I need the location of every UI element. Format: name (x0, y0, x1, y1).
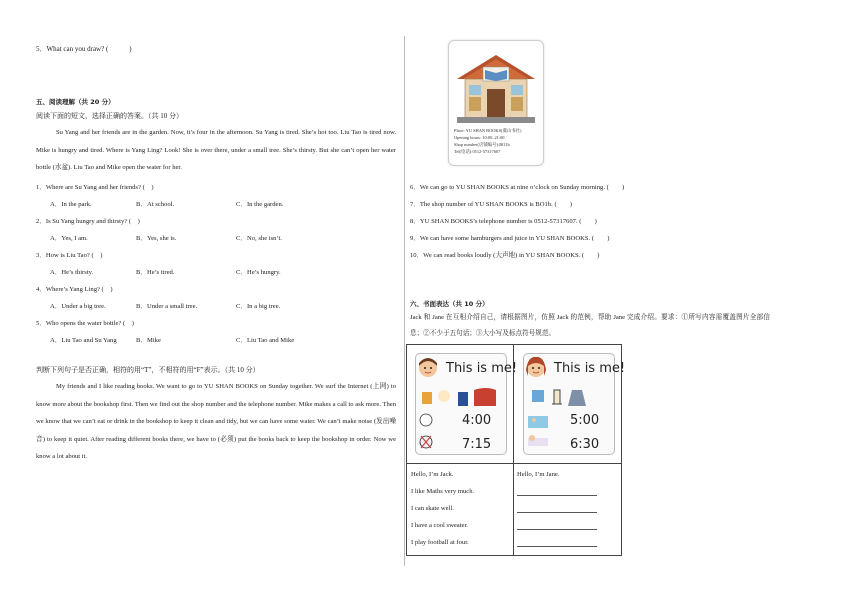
question-4: 4．Where’s Yang Ling? ( ) (36, 286, 113, 293)
poster-opening-hours: Opening hours: 10:00–21:00 (454, 135, 505, 140)
tf-item-9: 9．We can have some hamburgers and juice in YU SHAN BOOKS. ( ) (410, 235, 610, 242)
jack-line-1: Hello, I’m Jack. (411, 471, 454, 478)
jane-time-2: 6:30 (570, 437, 600, 452)
jack-time-2: 7:15 (462, 437, 492, 452)
tf-item-6: 6．We can go to YU SHAN BOOKS at nine o’clock on Sunday morning. ( ) (410, 184, 625, 191)
poster-place: Place: YU SHAN BOOKS(虞山书社) (454, 128, 522, 133)
reading-2-passage: My friends and I like reading books. We want to go to YU SHAN BOOKS on Sunday together. We surf the Internet (上网) to know more about the bookshop first. Then we find out the shop number and the telephone number. Mike makes a call to ask more. Then we know that we can’t eat or drink in the bookshop to keep it clean and tidy, but we can have some water. We can’t make noise (发出噪音) to keep it quiet. After reading different books there, we have to (必须) put the books back to keep the bookshop in order. Now we know a lot about it. (36, 383, 396, 460)
jack-time-1: 4:00 (462, 413, 492, 428)
q1-option-a: A．In the park. (50, 201, 92, 208)
tf-item-7: 7．The shop number of YU SHAN BOOKS is BO1b. ( ) (410, 201, 573, 208)
jack-line-4: I have a cool sweater. (411, 522, 468, 529)
q4-option-b: B．Under a small tree. (136, 303, 198, 310)
tf-item-8: 8．YU SHAN BOOKS’s telephone number is 0512-57317607. ( ) (410, 218, 597, 225)
question-5-draw: 5．What can you draw? ( ) (36, 45, 132, 53)
jack-card-title: This is me! (446, 361, 518, 376)
bookshop-illustration (449, 45, 543, 131)
q3-option-c: C．He’s hungry. (236, 269, 281, 276)
q5-option-c: C．Liu Tao and Mike (236, 337, 295, 344)
jane-answer-blank-2[interactable] (517, 512, 597, 513)
jack-line-5: I play football at four. (411, 539, 469, 546)
q3-option-a: A．He’s thirsty. (50, 269, 94, 276)
tf-item-10: 10．We can read books loudly (大声地) in YU SHAN BOOKS. ( ) (410, 252, 600, 259)
writing-table (406, 344, 626, 556)
q1-option-c: C．In the garden. (236, 201, 284, 208)
jane-time-1: 5:00 (570, 413, 600, 428)
reading-2-instruction: 判断下列句子是否正确，相符的用“T”，不相符的用“F”表示。（共 10 分） (36, 366, 260, 374)
reading-1-passage: Su Yang and her friends are in the garden. Now, it’s four in the afternoon. Su Yang is tired. She’s hot too. Liu Tao is tired now. Mike is hungry and tired. Where is Yang Ling? Look! She is over there, under a small tree. She’s thirsty. But she can’t open her water bottle (水盆). Liu Tao and Mike open the water for her. (36, 129, 396, 171)
jane-card-title: This is me! (554, 361, 626, 376)
q3-option-b: B．He’s tired. (136, 269, 175, 276)
q4-option-a: A．Under a big tree. (50, 303, 106, 310)
jack-line-3: I can skate well. (411, 505, 454, 512)
column-divider (404, 36, 405, 566)
q1-option-b: B．At school. (136, 201, 175, 208)
q4-option-c: C．In a big tree. (236, 303, 281, 310)
q5-option-b: B．Mike (136, 337, 161, 344)
q2-option-c: C．No, she isn’t. (236, 235, 283, 242)
q5-option-a: A．Liu Tao and Su Yang (50, 337, 117, 344)
section-5-title: 五、阅读理解（共 20 分） (36, 98, 115, 106)
section-6-title: 六、书面表达（共 10 分） (410, 300, 489, 308)
writing-instruction: Jack 和 Jane 在互相介绍自己，请根据图片，仿照 Jack 的范例，帮助 Jane 完成介绍。要求：①所写内容需覆盖图片全部信息；②不少于五句话；③大小写及标点符号规范。 (410, 314, 770, 337)
jack-line-2: I like Maths very much. (411, 488, 475, 495)
question-3: 3．How is Liu Tao? ( ) (36, 252, 103, 259)
jane-line-1: Hello, I’m Jane. (517, 471, 560, 478)
jane-answer-blank-4[interactable] (517, 546, 597, 547)
question-1: 1．Where are Su Yang and her friends? ( ) (36, 184, 154, 191)
poster-telephone: Tel(电话):0512-57317607 (454, 149, 501, 154)
jane-answer-blank-1[interactable] (517, 495, 597, 496)
q2-option-a: A．Yes, I am. (50, 235, 88, 242)
jack-card (415, 353, 518, 455)
question-2: 2．Is Su Yang hungry and thirsty? ( ) (36, 218, 140, 225)
jane-answer-blank-3[interactable] (517, 529, 597, 530)
jane-card (523, 353, 626, 455)
q2-option-b: B．Yes, she is. (136, 235, 177, 242)
question-5: 5．Who opens the water bottle? ( ) (36, 320, 134, 327)
poster-shop-number: Shop number(店铺编号):BO1b (454, 142, 510, 147)
reading-1-instruction: 阅读下面的短文，选择正确的答案。（共 10 分） (36, 112, 183, 120)
